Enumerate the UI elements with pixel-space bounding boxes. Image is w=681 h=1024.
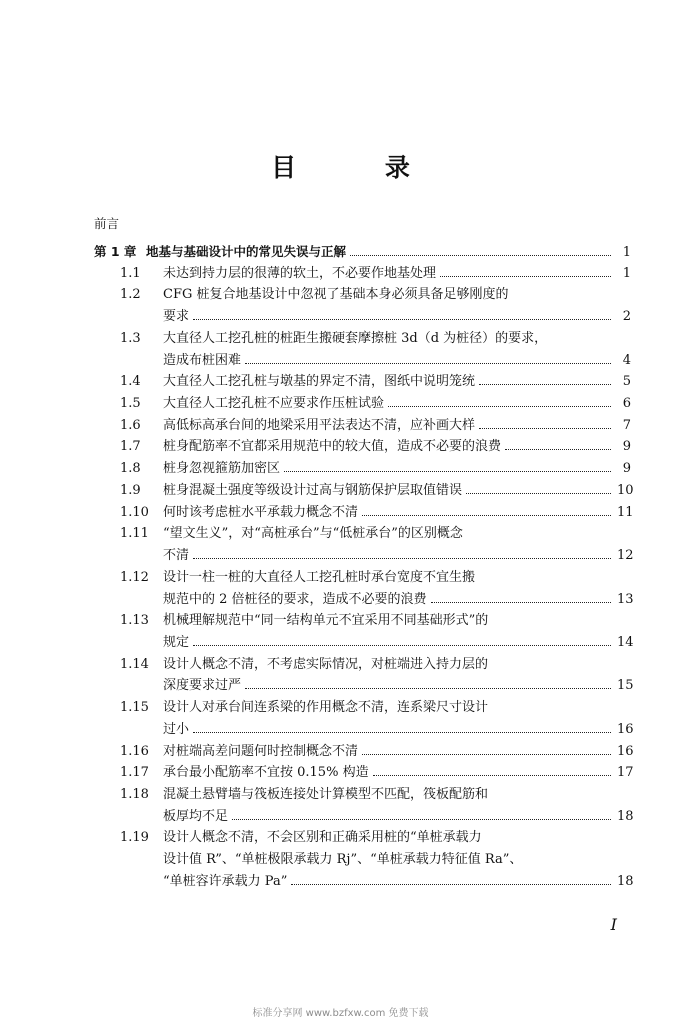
entry-line <box>163 763 634 783</box>
dot-leader <box>350 254 611 256</box>
toc-entry-row[interactable] <box>0 872 681 892</box>
toc-entry-row[interactable] <box>0 524 681 544</box>
entry-line <box>163 850 631 870</box>
entry-page: 12 <box>617 548 634 564</box>
entry-page: 5 <box>622 374 631 390</box>
dot-leader <box>388 405 611 407</box>
entry-line <box>163 394 631 414</box>
toc-entry-row[interactable] <box>0 720 681 740</box>
entry-page: 7 <box>622 417 631 433</box>
dot-leader <box>232 818 611 820</box>
entry-line <box>163 742 634 762</box>
entry-line <box>163 611 631 631</box>
toc-chapter-row[interactable] <box>0 242 681 262</box>
toc-entry-row[interactable] <box>0 655 681 675</box>
toc-entry-row[interactable] <box>0 742 681 762</box>
entry-line <box>163 568 631 588</box>
entry-line <box>163 459 631 479</box>
entry-title: 未达到持力层的很薄的软土，不必要作地基处理 <box>163 265 437 281</box>
dot-leader <box>505 448 611 450</box>
entry-title: CFG 桩复合地基设计中忽视了基础本身必须具备足够刚度的 <box>163 287 509 303</box>
entry-line <box>163 264 631 284</box>
entry-title: 机械理解规范中“同一结构单元不宜采用不同基础形式”的 <box>163 613 489 629</box>
dot-leader <box>440 275 611 277</box>
watermark: 标准分享网 www.bzfxw.com 免费下载 <box>252 1008 429 1019</box>
entry-title: 承台最小配筋率不宜按 0.15% 构造 <box>163 765 369 781</box>
entry-line <box>163 307 631 327</box>
entry-number: 1.17 <box>120 765 149 781</box>
entry-title: 桩身配筋率不宜都采用规范中的较大值，造成不必要的浪费 <box>163 439 502 455</box>
entry-line <box>163 872 634 892</box>
entry-title: 规范中的 2 倍桩径的要求，造成不必要的浪费 <box>163 591 427 607</box>
entry-number: 1.10 <box>120 504 149 520</box>
entry-page: 4 <box>622 352 631 368</box>
dot-leader <box>193 644 611 646</box>
entry-number: 1.3 <box>120 330 141 346</box>
entry-title: 设计值 R”、“单桩极限承载力 Rj”、“单桩承载力特征值 Ra”、 <box>163 852 523 868</box>
entry-line <box>163 698 631 718</box>
toc-entry-row[interactable] <box>0 307 681 327</box>
entry-page: 11 <box>617 504 634 520</box>
chapter-title: 地基与基础设计中的常见失误与正解 <box>146 244 347 259</box>
entry-number: 1.19 <box>120 830 149 846</box>
entry-title: “单桩容许承载力 Pa” <box>163 873 288 889</box>
dot-leader <box>193 557 611 559</box>
entry-page: 6 <box>622 396 631 412</box>
entry-title: 混凝土悬臂墙与筏板连接处计算模型不匹配，筏板配筋和 <box>163 787 489 802</box>
entry-number: 1.14 <box>120 656 149 672</box>
entry-line <box>163 503 634 523</box>
entry-line <box>163 372 631 392</box>
dot-leader <box>431 601 611 603</box>
toc-entry-row[interactable] <box>0 416 681 436</box>
toc-entry-row[interactable] <box>0 785 681 805</box>
entry-title: 设计一柱一桩的大直径人工挖孔桩时承台宽度不宜生搬 <box>163 569 476 585</box>
toc-entry-row[interactable] <box>0 264 681 284</box>
entry-line <box>163 720 634 740</box>
dot-leader <box>362 514 611 516</box>
entry-line <box>163 546 634 566</box>
entry-number: 1.15 <box>120 700 149 716</box>
entry-line <box>163 416 631 436</box>
toc-entry-row[interactable] <box>0 351 681 371</box>
entry-number: 1.8 <box>120 461 141 477</box>
entry-title: “望文生义”，对“高桩承台”与“低桩承台”的区别概念 <box>163 526 463 542</box>
entry-number: 1.12 <box>120 569 149 585</box>
entry-line <box>163 590 634 610</box>
entry-number: 1.9 <box>120 482 141 498</box>
entry-page: 15 <box>617 678 634 694</box>
dot-leader <box>479 427 611 429</box>
toc-entry-row[interactable] <box>0 481 681 501</box>
entry-title: 设计人概念不清，不会区别和正确采用桩的“单桩承载力 <box>163 830 482 846</box>
chapter-label: 第 1 章 <box>94 244 137 259</box>
entry-title: 高低标高承台间的地梁采用平法表达不清，应补画大样 <box>163 417 476 433</box>
entry-number: 1.2 <box>120 287 141 303</box>
entry-page: 2 <box>622 309 631 325</box>
entry-number: 1.4 <box>120 374 141 390</box>
toc-entry-row[interactable] <box>0 372 681 392</box>
entry-line <box>163 828 631 848</box>
dot-leader <box>284 470 611 472</box>
entry-title: 过小 <box>163 721 190 737</box>
entry-title: 大直径人工挖孔桩不应要求作压桩试验 <box>163 396 385 412</box>
entry-title: 对桩端高差问题何时控制概念不清 <box>163 743 359 759</box>
entry-page: 16 <box>617 721 634 737</box>
toc-entry-row[interactable] <box>0 676 681 696</box>
entry-number: 1.18 <box>120 787 149 802</box>
entry-page: 1 <box>622 245 631 260</box>
entry-line <box>163 437 631 457</box>
entry-title: 设计人概念不清，不考虑实际情况，对桩端进入持力层的 <box>163 656 489 672</box>
entry-title: 造成布桩困难 <box>163 352 242 368</box>
entry-title: 桩身混凝土强度等级设计过高与钢筋保护层取值错误 <box>163 482 463 498</box>
entry-page: 17 <box>617 765 634 781</box>
entry-title: 何时该考虑桩水平承载力概念不清 <box>163 504 359 520</box>
entry-line <box>163 524 631 544</box>
toc-entry-row[interactable] <box>0 459 681 479</box>
dot-leader <box>362 753 611 755</box>
entry-title: 桩身忽视箍筋加密区 <box>163 461 281 477</box>
entry-title: 深度要求过严 <box>163 678 242 694</box>
toc-entry-row[interactable] <box>0 590 681 610</box>
page-title: 目 录 <box>271 153 450 182</box>
entry-title: 规定 <box>163 634 190 650</box>
entry-number: 1.7 <box>120 439 141 455</box>
entry-page: 9 <box>622 439 631 455</box>
toc-entry-row[interactable] <box>0 698 681 718</box>
entry-number: 1.5 <box>120 396 141 412</box>
toc-entry-row[interactable] <box>0 568 681 588</box>
toc-entry-row[interactable] <box>0 546 681 566</box>
entry-title: 大直径人工挖孔桩的桩距生搬硬套摩擦桩 3d（d 为桩径）的要求， <box>163 330 548 346</box>
toc-entry-row[interactable] <box>0 329 681 349</box>
dot-leader <box>291 883 611 885</box>
dot-leader <box>245 362 611 364</box>
preface-link[interactable]: 前言 <box>94 216 120 231</box>
entry-number: 1.6 <box>120 417 141 433</box>
entry-line <box>163 633 634 653</box>
dot-leader <box>193 731 611 733</box>
toc-entry-row[interactable] <box>0 828 681 848</box>
entry-page: 16 <box>617 743 634 759</box>
entry-page: 18 <box>617 873 634 889</box>
dot-leader <box>466 492 611 494</box>
page-number: I <box>610 915 617 934</box>
entry-line <box>163 676 634 696</box>
toc-entry-row[interactable] <box>0 394 681 414</box>
entry-line <box>163 481 634 501</box>
dot-leader <box>245 687 611 689</box>
entry-title: 板厚均不足 <box>163 808 229 824</box>
toc-entry-row[interactable] <box>0 850 681 870</box>
entry-line <box>163 285 631 305</box>
entry-title: 要求 <box>163 309 190 325</box>
entry-number: 1.13 <box>120 613 149 629</box>
entry-title: 设计人对承台间连系梁的作用概念不清，连系梁尺寸设计 <box>163 700 489 716</box>
dot-leader <box>479 383 611 385</box>
dot-leader <box>373 774 611 776</box>
entry-line <box>163 351 631 371</box>
toc-entry-row[interactable] <box>0 611 681 631</box>
entry-page: 14 <box>617 634 634 650</box>
entry-page: 18 <box>617 808 634 824</box>
entry-title: 不清 <box>163 548 190 564</box>
toc-entry-row[interactable] <box>0 633 681 653</box>
toc-entry-row[interactable] <box>0 763 681 783</box>
entry-number: 1.1 <box>120 265 141 281</box>
toc-entry-row[interactable] <box>0 503 681 523</box>
entry-page: 13 <box>617 591 634 607</box>
entry-page: 1 <box>622 265 631 281</box>
toc-entry-row[interactable] <box>0 437 681 457</box>
entry-line <box>163 807 634 827</box>
entry-number: 1.16 <box>120 743 149 759</box>
entry-page: 10 <box>617 482 634 498</box>
entry-line <box>163 655 631 675</box>
entry-line <box>163 329 631 349</box>
entry-line <box>146 242 631 263</box>
entry-title: 大直径人工挖孔桩与墩基的界定不清，图纸中说明笼统 <box>163 374 476 390</box>
toc-entry-row[interactable] <box>0 285 681 305</box>
dot-leader <box>193 318 611 320</box>
entry-line <box>163 785 631 805</box>
entry-page: 9 <box>622 461 631 477</box>
entry-number: 1.11 <box>120 526 149 542</box>
toc-entry-row[interactable] <box>0 807 681 827</box>
